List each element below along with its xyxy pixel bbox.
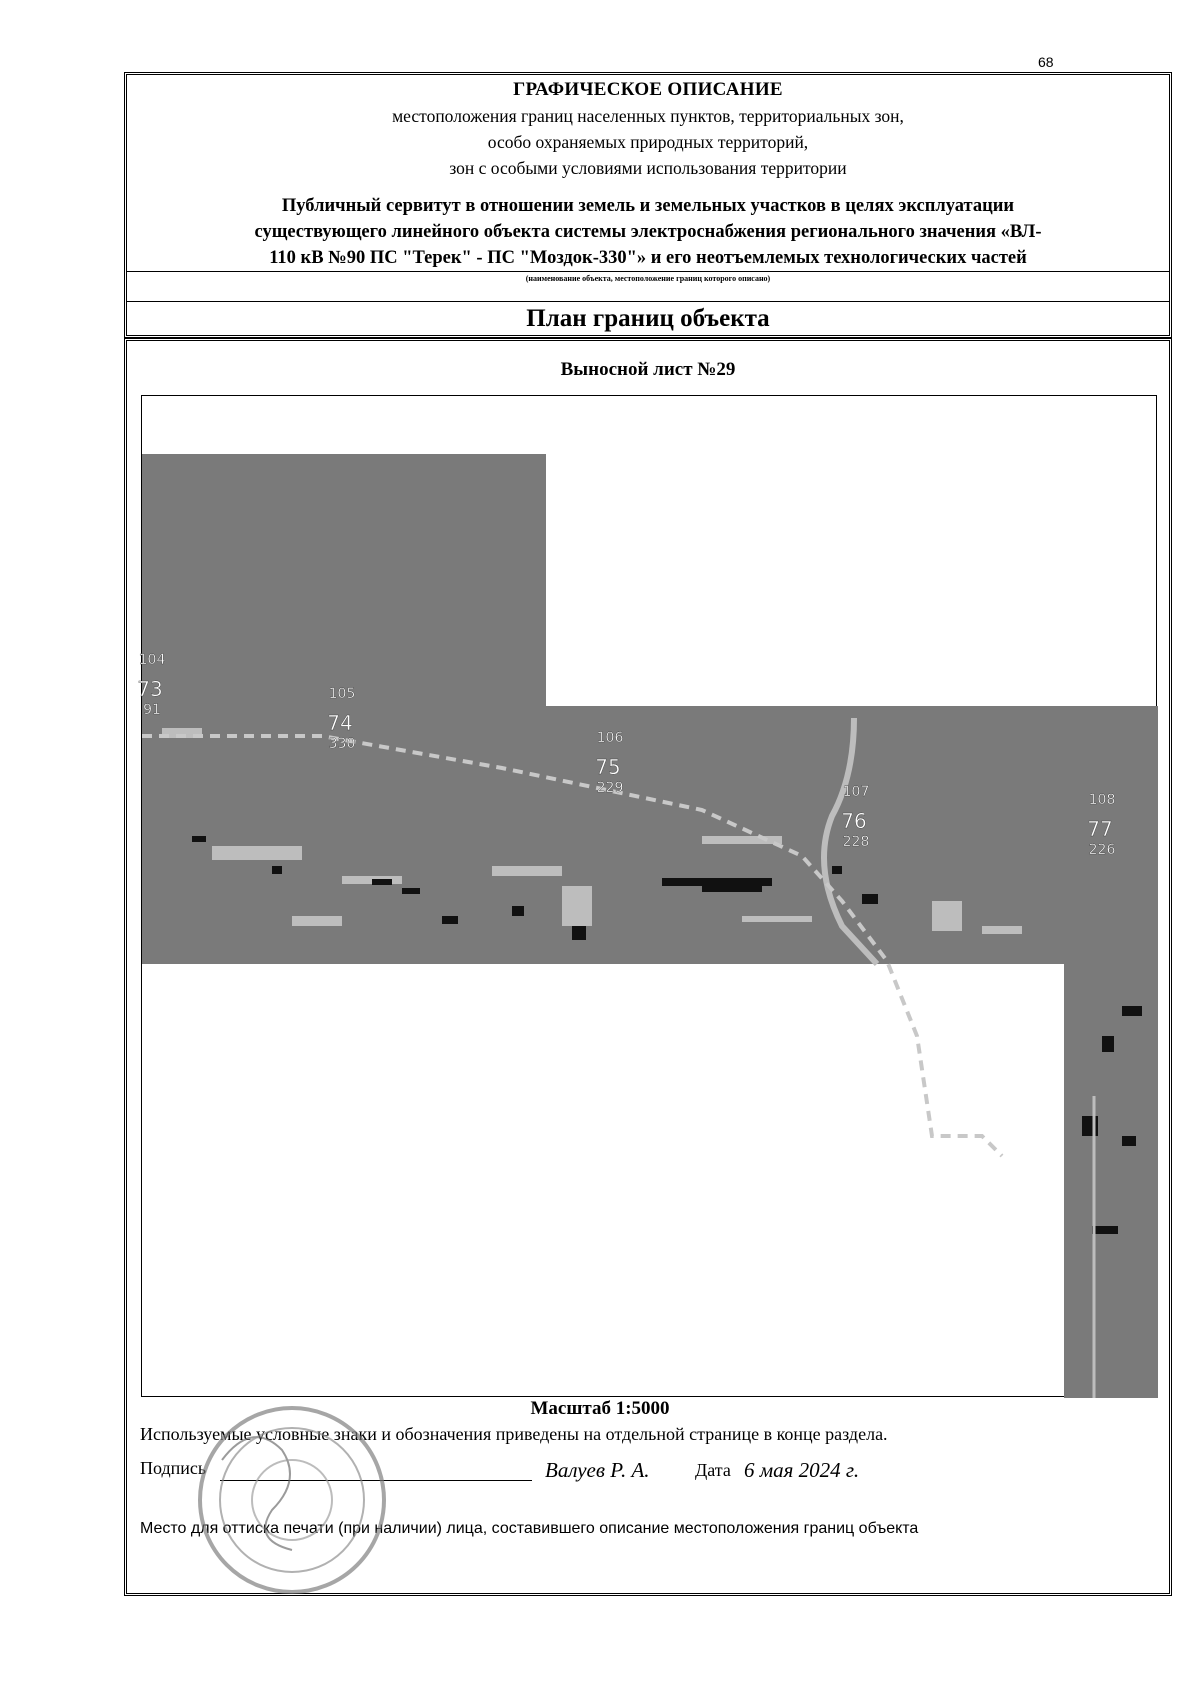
document-subtitle (127, 103, 1169, 181)
marker-pole: 107 (842, 784, 870, 800)
marker-angle: 91 (143, 702, 161, 718)
marker-num: 73 (137, 677, 163, 701)
header-frame (124, 72, 1172, 338)
object-line: существующего линейного объекта системы электроснабжения регионального значения «ВЛ- (254, 222, 1042, 242)
document-title: ГРАФИЧЕСКОЕ ОПИСАНИЕ (513, 79, 783, 100)
marker-pole: 105 (328, 686, 356, 702)
plan-title: План границ объекта (526, 305, 770, 332)
marker-num: 77 (1087, 817, 1113, 841)
marker-pole: 104 (138, 652, 166, 668)
object-caption: (наименование объекта, местоположение границ которого описано) (525, 274, 771, 283)
marker-pole: 106 (596, 730, 624, 746)
seal-stamp (192, 1400, 392, 1600)
date-value: 6 мая 2024 г. (744, 1458, 860, 1482)
marker-num: 74 (327, 711, 353, 735)
divider (127, 271, 1169, 272)
legend-note: Используемые условные знаки и обозначения приведены на отдельной странице в конце раздела. (140, 1424, 888, 1444)
page-number: 68 (1038, 54, 1054, 70)
date-label: Дата (695, 1460, 731, 1480)
signer-name: Валуев Р. А. (545, 1458, 650, 1482)
marker-angle: 228 (842, 834, 870, 850)
marker-num: 76 (841, 809, 867, 833)
marker-angle: 229 (596, 780, 624, 796)
stamp-place-note: Место для оттиска печати (при наличии) лица, составившего описание местоположения границ объекта (140, 1520, 919, 1537)
sheet-title: Выносной лист №29 (560, 359, 736, 380)
marker-angle: 330 (328, 736, 356, 752)
map-scale: Масштаб 1:5000 (530, 1398, 670, 1419)
object-line: Публичный сервитут в отношении земель и земельных участков в целях эксплуатации (281, 196, 1015, 216)
subtitle-line: особо охраняемых природных территорий, (487, 132, 809, 152)
object-line: 110 кВ №90 ПС "Терек" - ПС "Моздок-330"» и его неотъемлемых технологических частей (269, 248, 1027, 268)
map-canvas (137, 396, 1158, 1398)
object-name (127, 193, 1169, 271)
marker-num: 75 (595, 755, 621, 779)
subtitle-line: зон с особыми условиями использования территории (449, 158, 847, 178)
divider (127, 301, 1169, 302)
signature-label: Подпись (140, 1458, 207, 1478)
marker-pole: 108 (1088, 792, 1116, 808)
map-view (137, 395, 1157, 1397)
marker-angle: 226 (1088, 842, 1116, 858)
subtitle-line: местоположения границ населенных пунктов, территориальных зон, (392, 106, 904, 126)
